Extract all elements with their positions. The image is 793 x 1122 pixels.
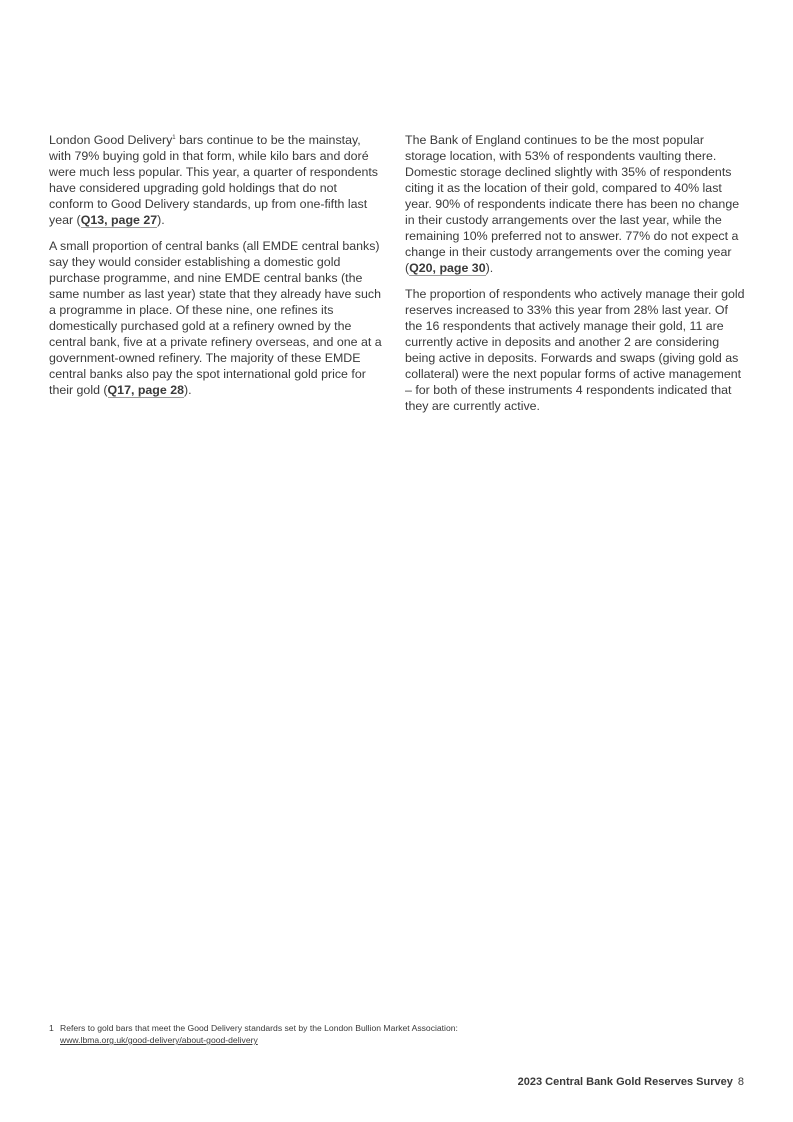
- cross-reference-link[interactable]: Q17, page 28: [107, 383, 184, 397]
- footnote-number: 1: [49, 1023, 54, 1033]
- footnote: [49, 1022, 569, 1046]
- document-title: 2023 Central Bank Gold Reserves Survey: [517, 1076, 733, 1088]
- footnote-text: Refers to gold bars that meet the Good Delivery standards set by the London Bullion Market Association:: [60, 1023, 458, 1033]
- right-column: [405, 132, 745, 424]
- footnote-marker[interactable]: 1: [172, 134, 176, 141]
- left-column: [49, 132, 384, 408]
- page-number: 8: [737, 1076, 744, 1088]
- cross-reference-link[interactable]: Q13, page 27: [80, 213, 158, 227]
- paragraph: A small proportion of central banks (all EMDE central banks) say they would consider establishing a domestic gold purchase programme, and nine EMDE central banks (the same number as last year) state that they already have such a programme in place. Of these nine, one refines its domestically purchased gold at a refinery owned by the central bank, five at a private refinery overseas, and one at a government-owned refinery. The majority of these EMDE central banks also pay the spot international gold price for their gold (Q17, page 28).: [49, 239, 382, 397]
- paragraph: The proportion of respondents who actively manage their gold reserves increased to 33% this year from 28% last year. Of the 16 respondents that actively manage their gold, 11 are currently active in deposits and another 2 are considering being active in deposits. Forwards and swaps (giving gold as collateral) were the next popular forms of active management – for both of these instruments 4 respondents indicated that they are currently active.: [405, 287, 745, 413]
- cross-reference-link[interactable]: Q20, page 30: [409, 261, 486, 275]
- footnote-link[interactable]: www.lbma.org.uk/good-delivery/about-good-delivery: [60, 1035, 258, 1045]
- page-footer: [518, 1076, 744, 1088]
- paragraph: London Good Delivery$^1$ bars continue to be the mainstay, with 79% buying gold in that form, while kilo bars and doré were much less popular. This year, a quarter of respondents have considered upgrading gold holdings that do not conform to Good Delivery standards, up from one-fifth last year (Q13, page 27).: [49, 133, 378, 227]
- paragraph: The Bank of England continues to be the most popular storage location, with 53% of respondents vaulting there. Domestic storage declined slightly with 35% of respondents citing it as the location of their gold, compared to 40% last year. 90% of respondents indicate there has been no change in their custody arrangements over the last year, while the remaining 10% preferred not to answer. 77% do not expect a change in their custody arrangements over the coming year (Q20, page 30).: [405, 133, 740, 275]
